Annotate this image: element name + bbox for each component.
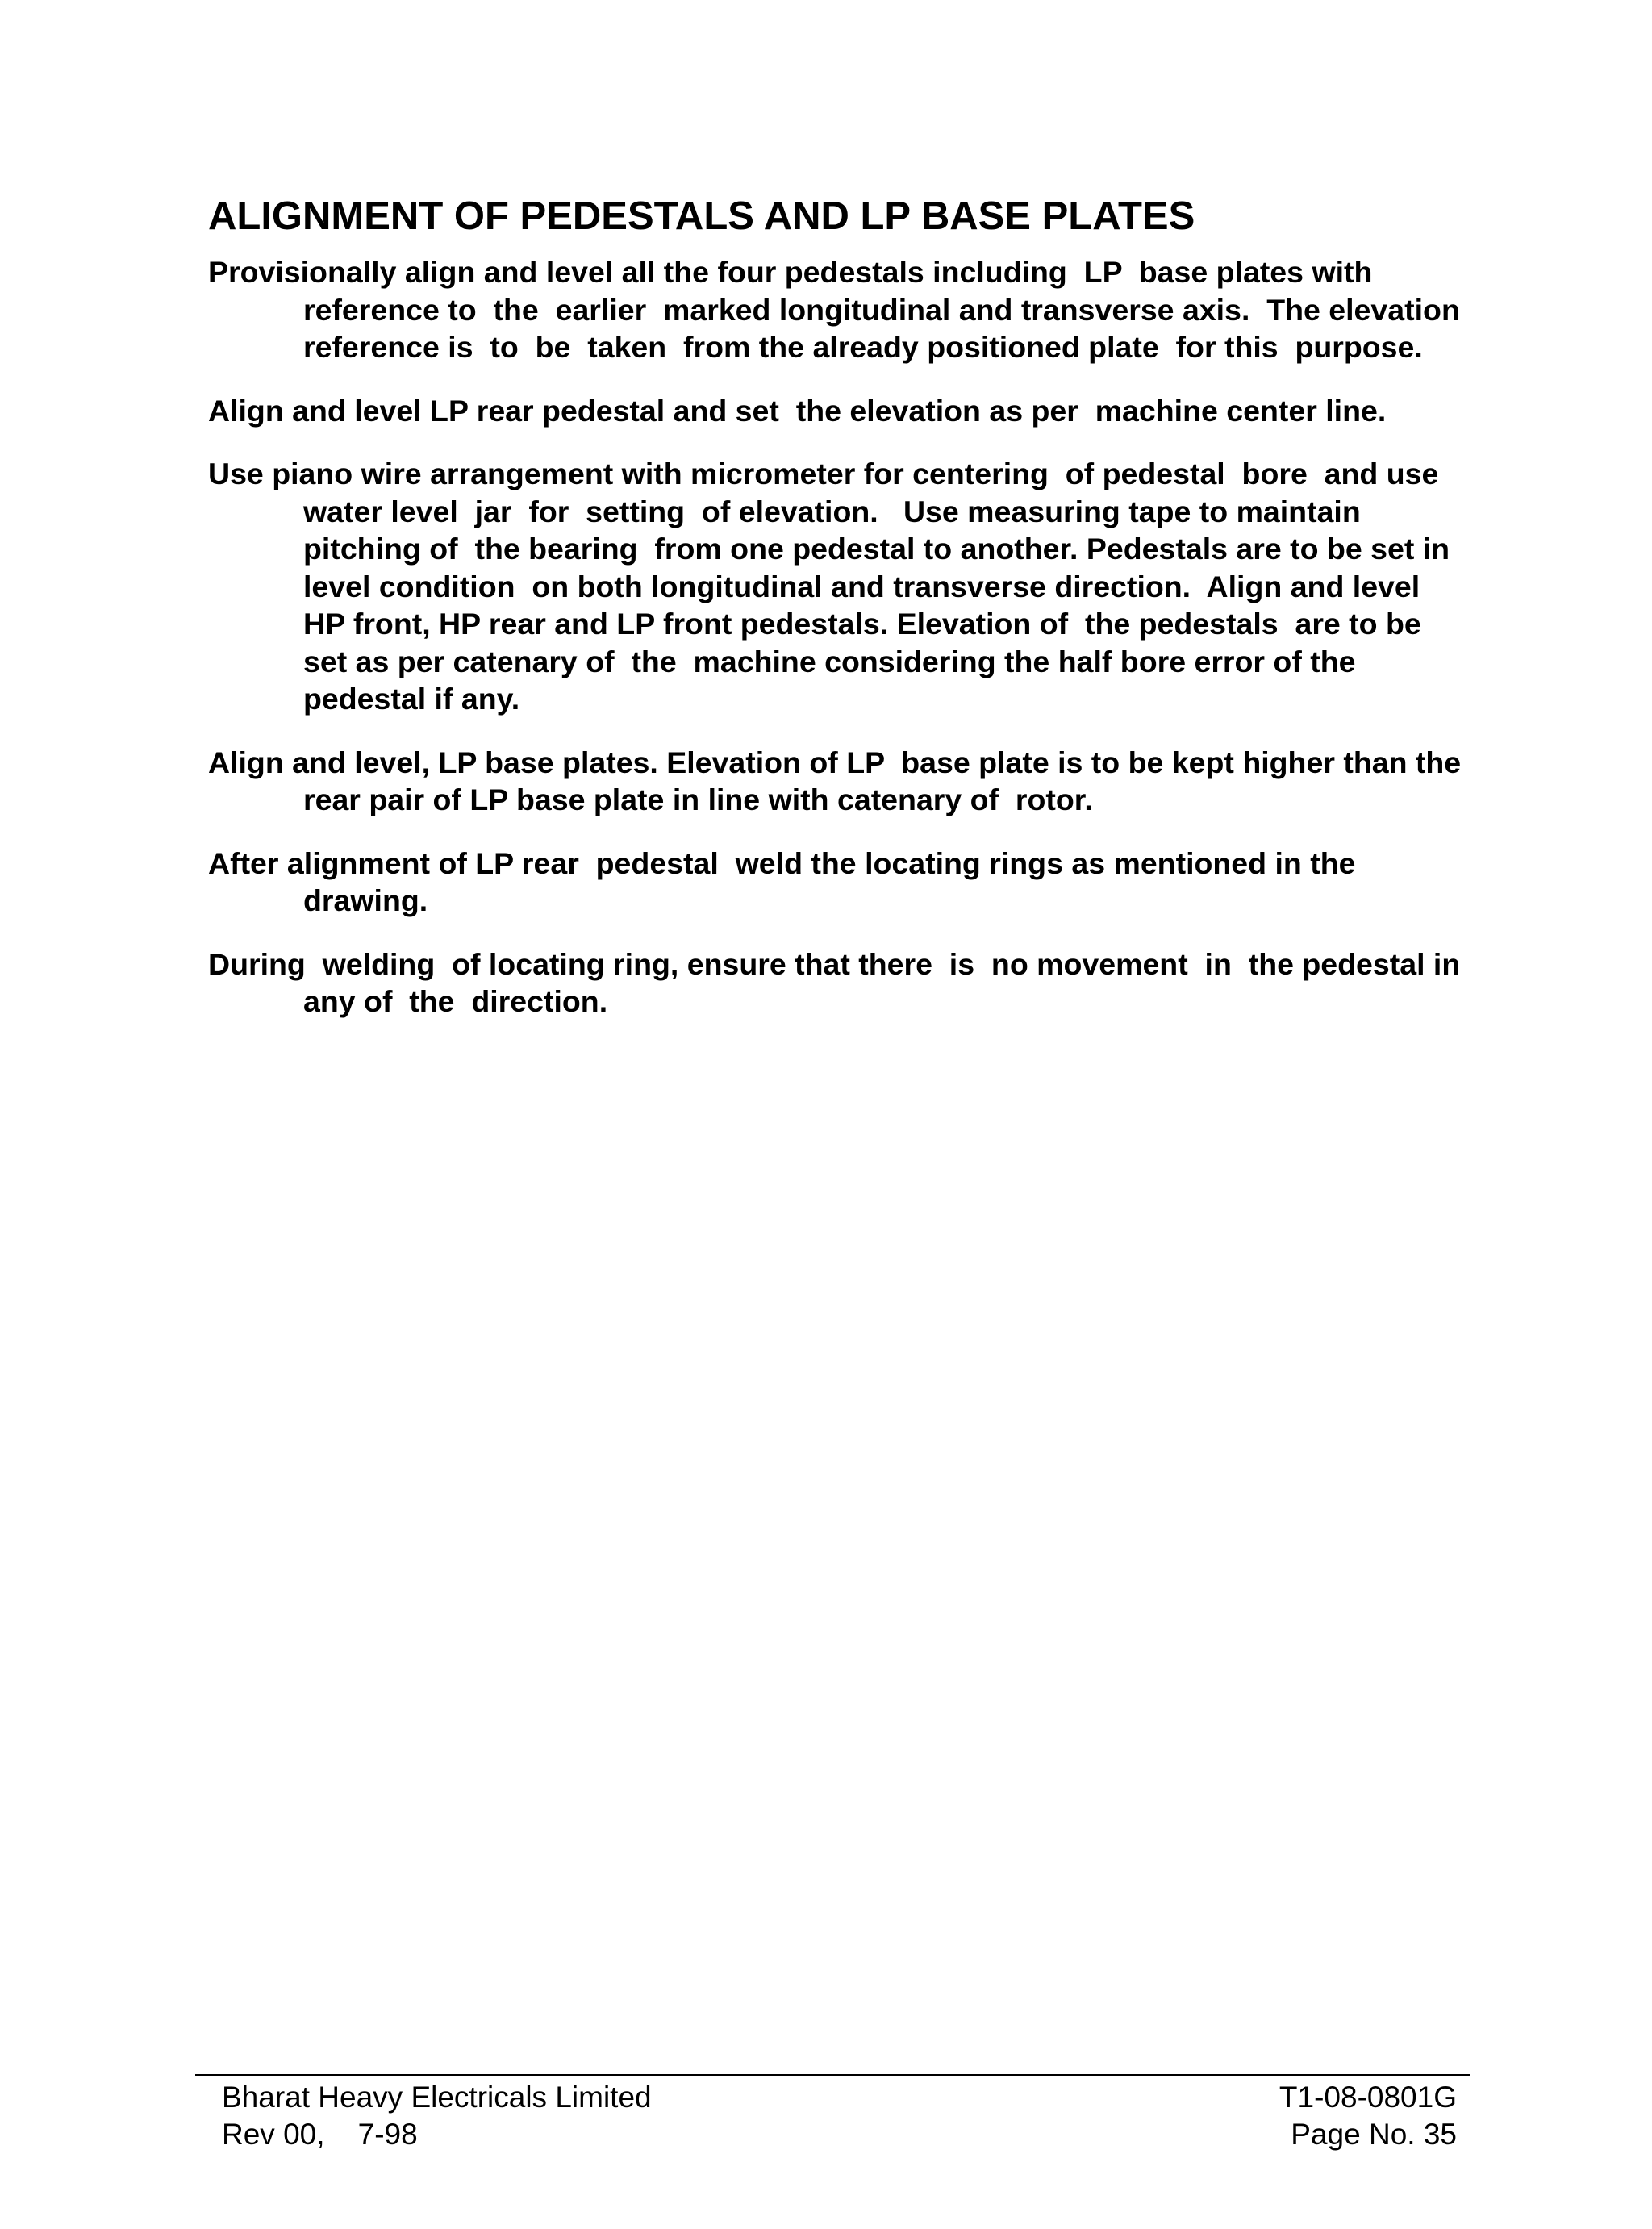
paragraph-lp-rear-pedestal: Align and level LP rear pedestal and set the elevation as per machine center line. (208, 393, 1387, 428)
footer-page-number: Page No. 35 (1291, 2118, 1457, 2151)
footer-doc-number: T1-08-0801G (1279, 2081, 1457, 2114)
paragraph-piano-wire: Use piano wire arrangement with micrometer for centering of pedestal bore and use water level jar for setting of elevation. Use measuring tape to maintain pitching of the bearing from one pedestal to another. Pedestals are to be set in level condition on both longitudinal and transverse direction. Align and level HP front, HP rear and LP front pedestals. Elevation of the pedestals are to be set as per catenary of the machine considering the half bore error of the pedestal if any. (208, 457, 1458, 716)
footer-divider (195, 2074, 1470, 2076)
page-title: ALIGNMENT OF PEDESTALS AND LP BASE PLATES (208, 194, 1195, 238)
footer-revision: Rev 00, 7-98 (222, 2118, 418, 2151)
paragraph-lp-base-plates: Align and level, LP base plates. Elevation of LP base plate is to be kept higher than the rear pair of LP base plate in line with catenary of rotor. (208, 745, 1470, 816)
paragraph-provisional-alignment: Provisionally align and level all the four pedestals including LP base plates with reference to the earlier marked longitudinal and transverse axis. The elevation reference is to be taken from the already positioned plate for this purpose. (208, 255, 1469, 364)
paragraph-welding: During welding of locating ring, ensure that there is no movement in the pedestal in any of the direction. (208, 946, 1469, 1018)
document-body (208, 253, 1470, 1046)
paragraph-locating-rings: After alignment of LP rear pedestal weld the locating rings as mentioned in the drawing. (208, 845, 1364, 917)
footer-company: Bharat Heavy Electricals Limited (222, 2081, 652, 2114)
